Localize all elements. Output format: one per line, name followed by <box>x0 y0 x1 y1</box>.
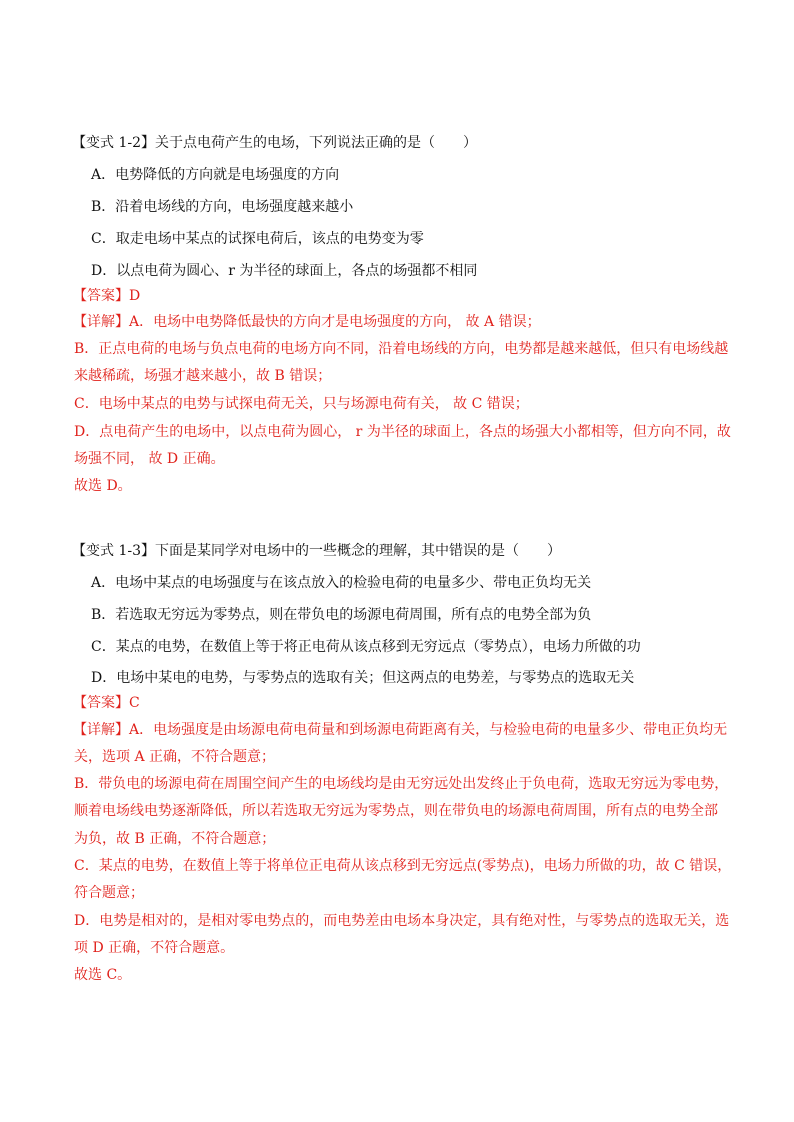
detail-line: B．正点电荷的电场与负点电荷的电场方向不同，沿着电场线的方向，电势都是越来越低，但只有电场线越 <box>74 341 729 357</box>
answer-line <box>73 287 140 305</box>
answer-line <box>73 694 140 712</box>
detail-line: 故选 C。 <box>74 967 132 983</box>
answer-label: 【答案】 <box>73 695 129 711</box>
question-text: 关于点电荷产生的电场，下列说法正确的是（ ） <box>155 135 477 151</box>
option-c: C．某点的电势，在数值上等于将正电荷从该点移到无穷远点（零势点），电场力所做的功 <box>91 639 641 655</box>
detail-line: C．电场中某点的电势与试探电荷无关，只与场源电荷有关， 故 C 错误； <box>74 396 529 412</box>
question-text: 下面是某同学对电场中的一些概念的理解，其中错误的是（ ） <box>155 543 561 559</box>
answer-value: C <box>129 695 140 711</box>
detail-label: 【详解】 <box>73 314 129 330</box>
detail-line: 关，选项 A 正确，不符合题意； <box>74 749 276 765</box>
detail-line <box>73 721 727 739</box>
option-b: B．若选取无穷远为零势点，则在带负电的场源电荷周围，所有点的电势全部为负 <box>91 607 592 623</box>
detail-line: 故选 D。 <box>74 478 132 494</box>
detail-line: 来越稀疏，场强才越来越小，故 B 错误； <box>74 368 332 384</box>
option-a: A．电场中某点的电场强度与在该点放入的检验电荷的电量多少、带电正负均无关 <box>91 575 592 591</box>
answer-label: 【答案】 <box>73 288 129 304</box>
question-1-2-stem <box>72 134 477 152</box>
answer-value: D <box>129 288 141 304</box>
question-1-3-stem <box>72 542 561 560</box>
detail-text: A．电场强度是由场源电荷电荷量和到场源电荷距离有关，与检验电荷的电量多少、带电正负均无 <box>129 722 728 738</box>
option-a: A．电势降低的方向就是电场强度的方向 <box>91 167 340 183</box>
detail-line: D．点电荷产生的电场中，以点电荷为圆心， r 为半径的球面上，各点的场强大小都相等，但方向不同，故 <box>74 424 731 440</box>
detail-line: 顺着电场线电势逐渐降低，所以若选取无穷远为零势点，则在带负电的场源电荷周围，所有点的电势全部 <box>74 803 718 819</box>
detail-line: D．电势是相对的，是相对零电势点的，而电势差由电场本身决定，具有绝对性，与零势点的选取无关，选 <box>74 913 730 929</box>
detail-line: C．某点的电势，在数值上等于将单位正电荷从该点移到无穷远点(零势点)，电场力所做的功，故 C 错误， <box>74 858 732 874</box>
option-d: D．以点电荷为圆心、r 为半径的球面上，各点的场强都不相同 <box>91 263 478 279</box>
detail-label: 【详解】 <box>73 722 129 738</box>
question-tag: 【变式 1-3】 <box>72 543 155 559</box>
detail-text: A．电场中电势降低最快的方向才是电场强度的方向， 故 A 错误； <box>129 314 541 330</box>
detail-line: 为负，故 B 正确，不符合题意； <box>74 831 276 847</box>
option-c: C．取走电场中某点的试探电荷后，该点的电势变为零 <box>91 231 424 247</box>
option-d: D．电场中某电的电势，与零势点的选取有关；但这两点的电势差，与零势点的选取无关 <box>91 670 635 686</box>
detail-line: 项 D 正确，不符合题意。 <box>74 940 235 956</box>
question-tag: 【变式 1-2】 <box>72 135 155 151</box>
detail-line <box>73 313 541 331</box>
detail-line: 场强不同， 故 D 正确。 <box>74 451 225 467</box>
detail-line: B．带负电的场源电荷在周围空间产生的电场线均是由无穷远处出发终止于负电荷，选取无穷远为零电势， <box>74 776 729 792</box>
detail-line: 符合题意； <box>74 885 144 901</box>
option-b: B．沿着电场线的方向，电场强度越来越小 <box>91 199 354 215</box>
